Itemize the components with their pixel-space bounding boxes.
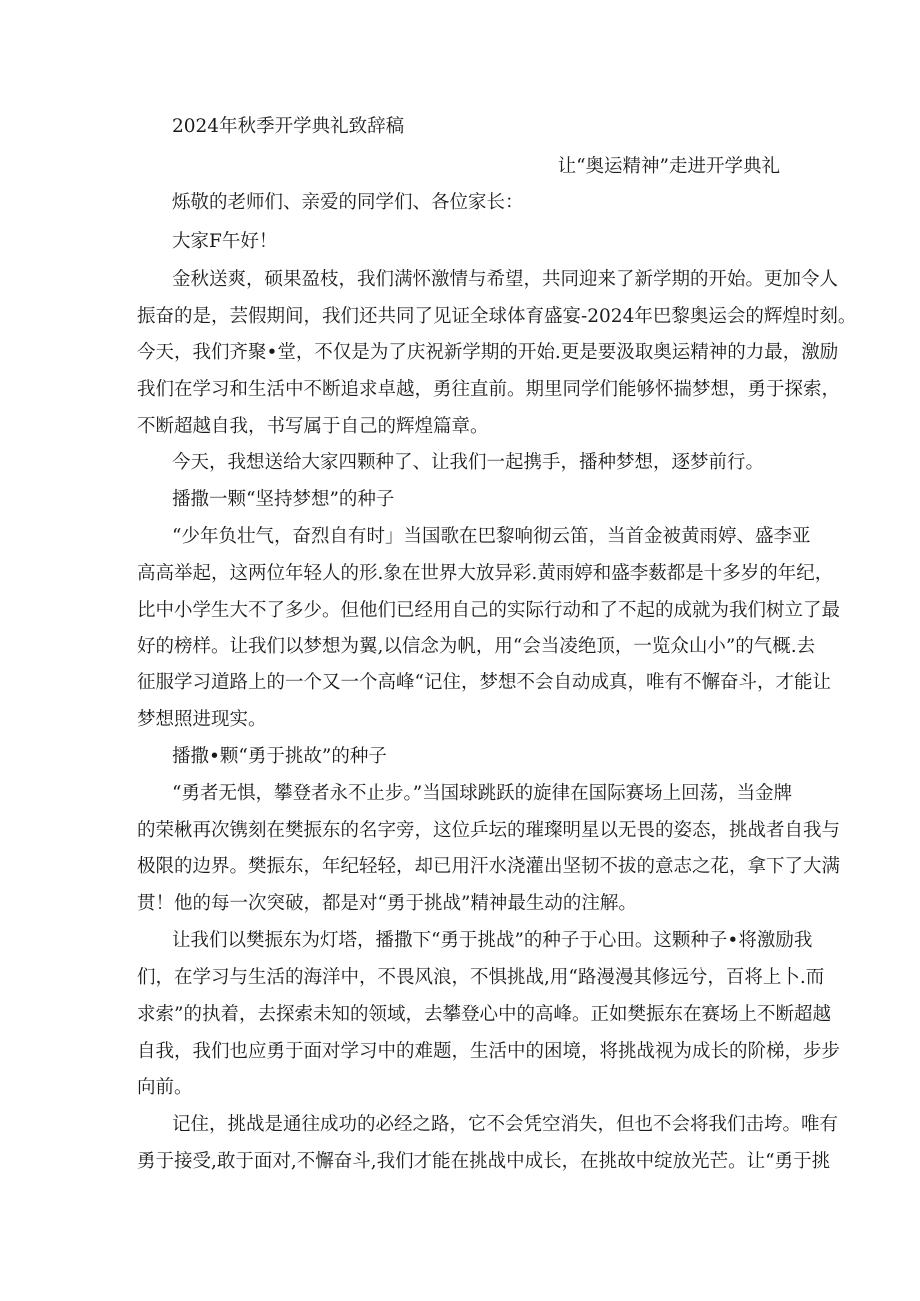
text-line: 好的榜样。让我们以梦想为翼,以信念为帆，用“会当凌绝顶，一览众山小”的气概.去 <box>137 636 816 657</box>
text-line: 求索”的执着，去探索未知的领域，去攀登心中的高峰。正如樊振东在赛场上不断超越 <box>137 1004 831 1025</box>
text-line: 极限的边界。樊振东，年纪轻轻，却已用汗水浇灌出坚韧不拔的意志之花，拿下了大满 <box>137 856 841 877</box>
text-line: 金秋送爽，硕果盈枝，我们满怀激情与希望，共同迎来了新学期的开始。更加令人 <box>172 269 839 290</box>
section-heading: 播撒一颗“坚持梦想”的种子 <box>172 489 395 510</box>
text-line: 梦想照进现实。 <box>137 709 267 730</box>
text-line: 记住，挑战是通往成功的必经之路，它不会凭空消失，但也不会将我们击垮。唯有 <box>172 1114 839 1135</box>
greeting-line: 烁敬的老师们、亲爱的同学们、各位家长： <box>172 192 524 213</box>
text-line: 大家F午好！ <box>172 231 278 252</box>
text-line: 自我，我们也应勇于面对学习中的难题，生活中的困境，将挑战视为成长的阶梯，步步 <box>137 1041 841 1062</box>
document-title: 2024年秋季开学典礼致辞稿 <box>172 116 405 137</box>
text-line: 高高举起，这两位年轻人的形.象在世界大放异彩.黄雨婷和盛李薮都是十多岁的年纪， <box>137 563 834 584</box>
text-line: 今天，我们齐聚•堂，不仅是为了庆祝新学期的开始.更是要汲取奥运精神的力最，激励 <box>137 342 839 363</box>
text-line: 振奋的是，芸假期间，我们还共同了见证全球体育盛宴-2024年巴黎奥运会的辉煌时刻。 <box>137 306 857 327</box>
text-line: 向前。 <box>137 1077 193 1098</box>
text-line: 我们在学习和生活中不断追求卓越，勇往直前。期里同学们能够怀揣梦想，勇于探索， <box>137 379 841 400</box>
text-line: 们，在学习与生活的海洋中，不畏风浪，不惧挑战,用“路漫漫其修远兮，百将上卜.而 <box>137 967 825 988</box>
text-line: “少年负壮气，奋烈自有时」当国歌在巴黎响彻云笛，当首金被黄雨婷、盛李亚 <box>172 526 811 547</box>
document-subtitle: 让“奥运精神”走进开学典礼 <box>557 156 780 177</box>
text-line: 征服学习道路上的一个又一个高峰“记住，梦想不会自动成真，唯有不懈奋斗，才能让 <box>137 672 831 693</box>
text-line: 勇于接受,敢于面对,不懈奋斗,我们才能在挑战中成长，在挑故中绽放光芒。让“勇于挑 <box>137 1151 831 1172</box>
text-line: 今天，我想送给大家四颗种了、让我们一起携手，播种梦想，逐梦前行。 <box>172 452 765 473</box>
text-line: 比中小学生大不了多少。但他们已经用自己的实际行动和了不起的成就为我们树立了最 <box>137 600 841 621</box>
text-line: 让我们以樊振东为灯塔，播撒下“勇于挑战”的种子于心田。这颗种子•将激励我 <box>172 930 813 951</box>
text-line: 不断超越自我，书写属于自己的辉煌篇章。 <box>137 416 489 437</box>
section-heading: 播撒•颗“勇于挑故”的种子 <box>172 746 387 767</box>
text-line: 贯！他的每一次突破，都是对“勇于挑战”精神最生动的注解。 <box>137 893 637 914</box>
text-line: “勇者无惧，攀登者永不止步。”当国球跳跃的旋律在国际赛场上回荡，当金牌 <box>172 783 793 804</box>
text-line: 的荣楸再次镌刻在樊振东的名字旁，这位乒坛的璀璨明星以无畏的姿态，挑战者自我与 <box>137 820 841 841</box>
